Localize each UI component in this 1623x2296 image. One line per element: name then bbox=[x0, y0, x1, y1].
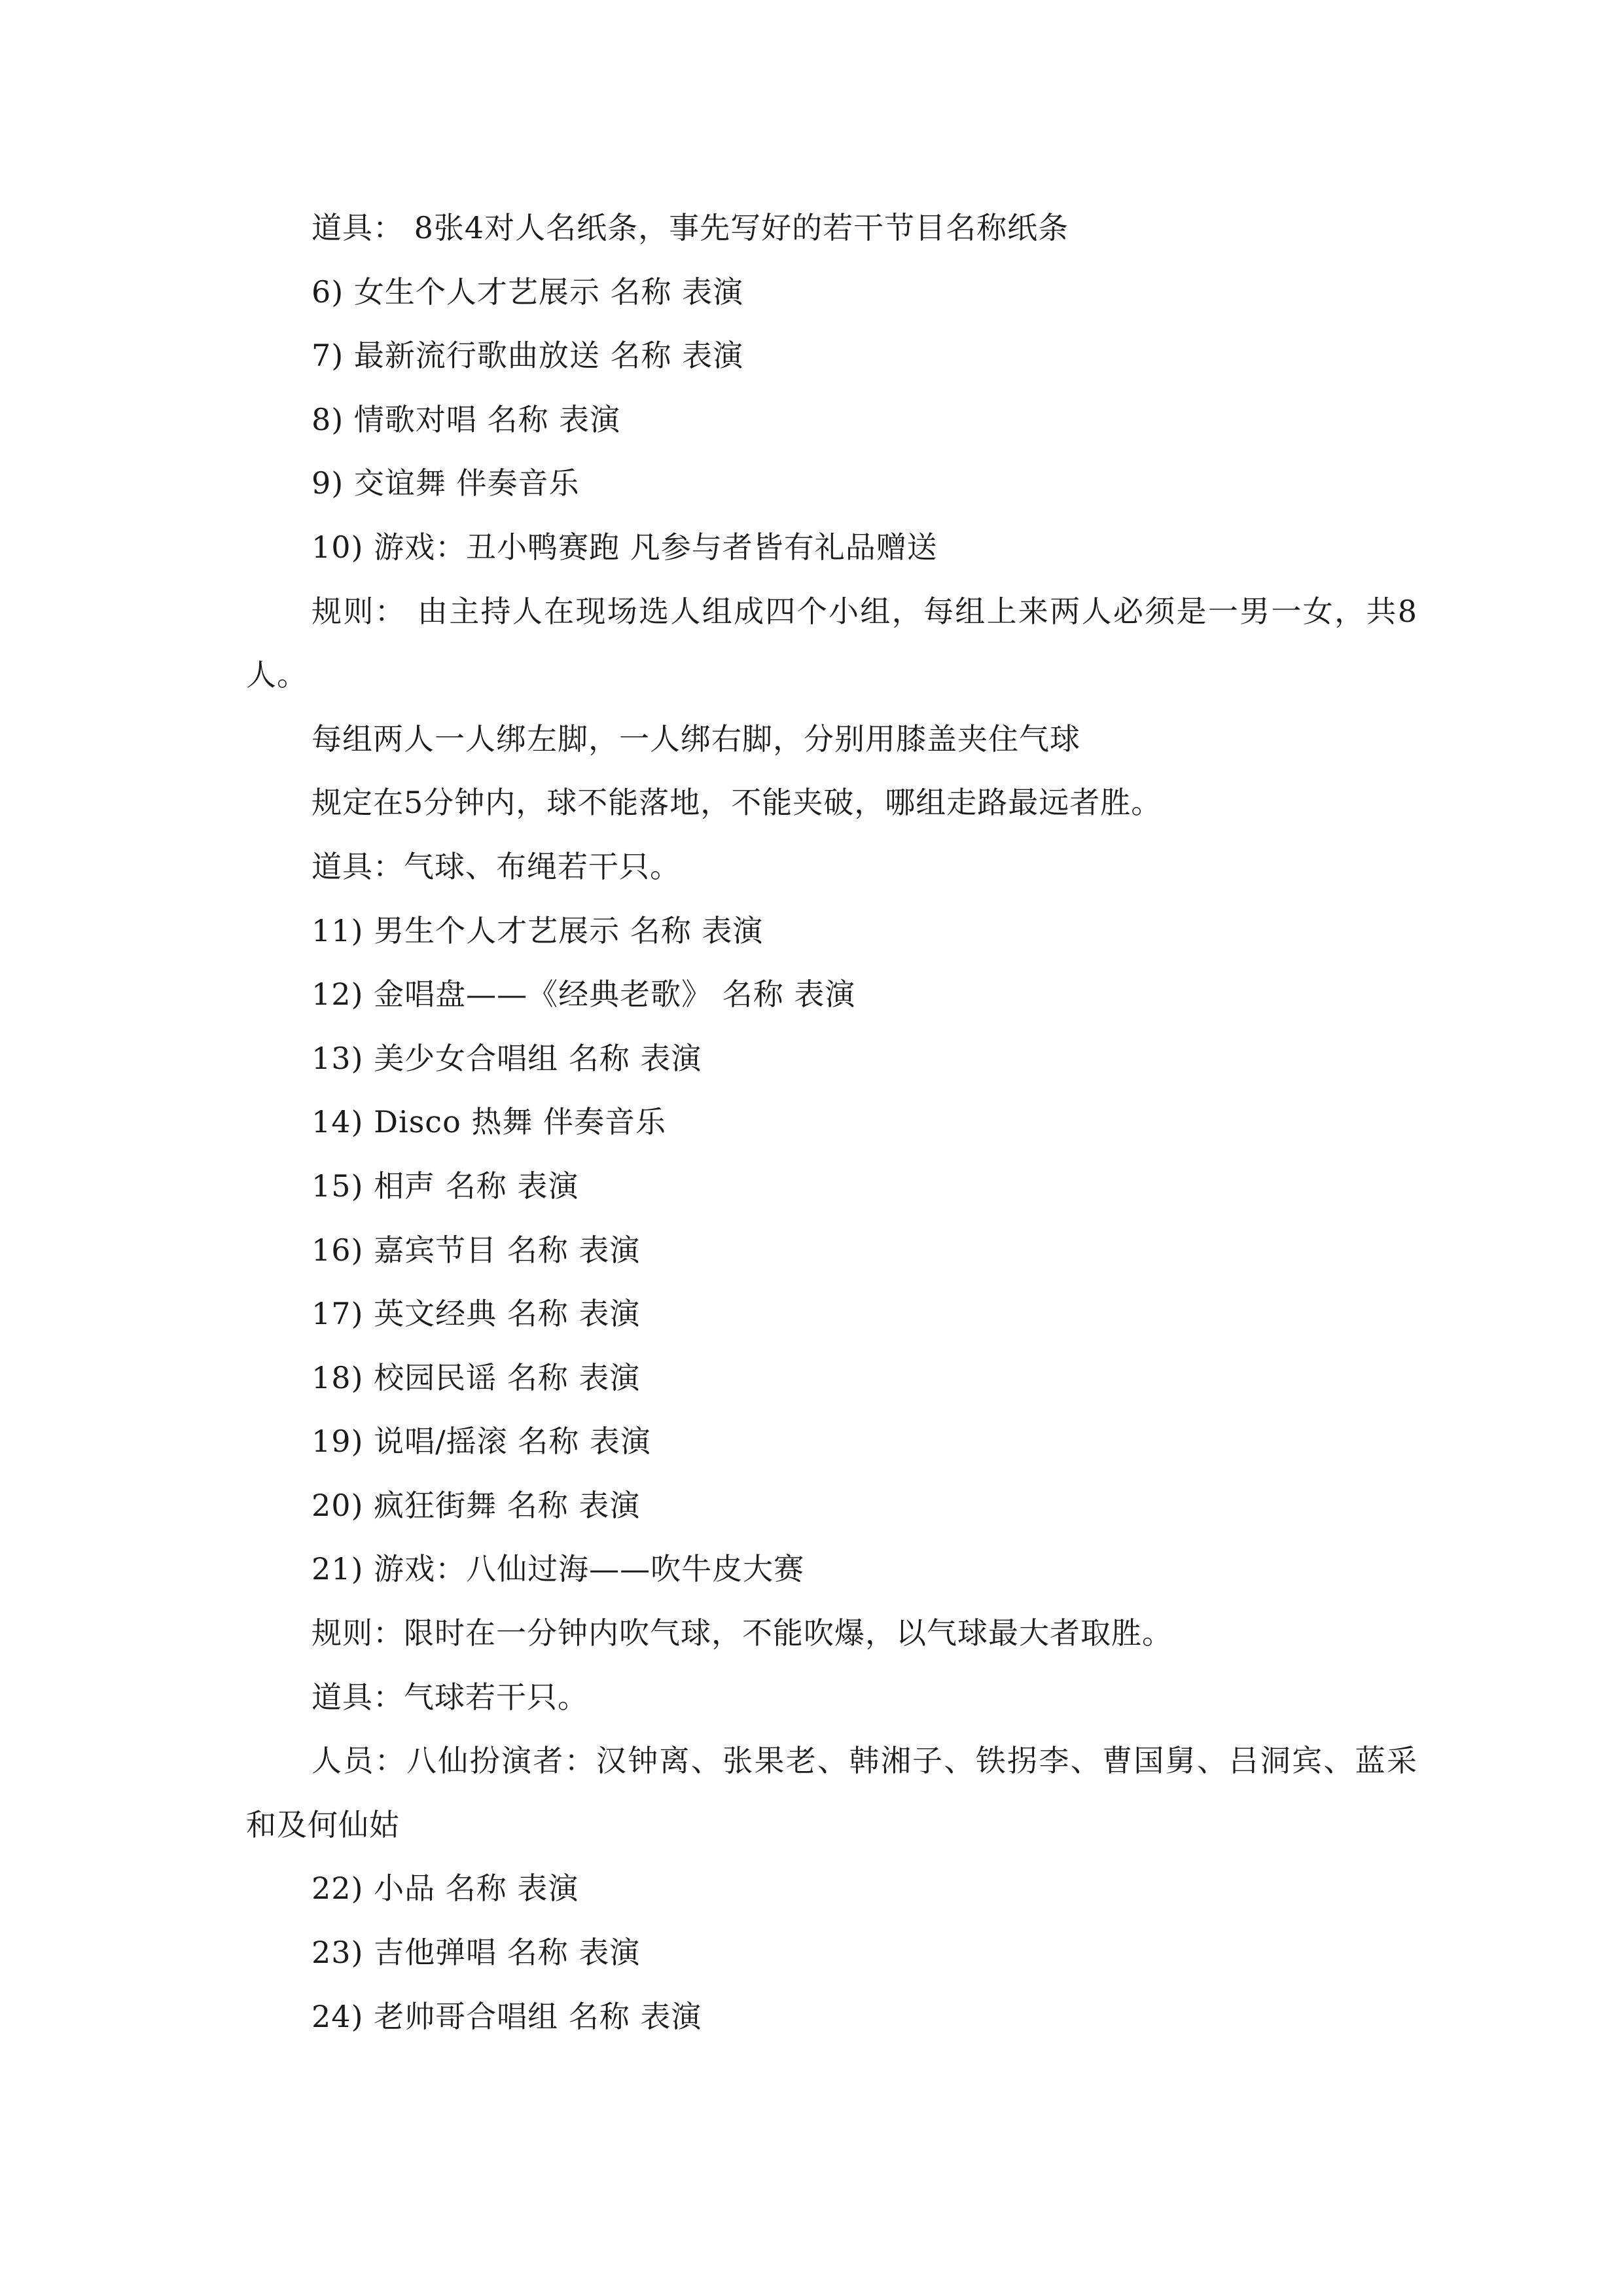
program-item-21: 21) 游戏：八仙过海——吹牛皮大赛 bbox=[312, 1551, 805, 1587]
program-item-10: 10) 游戏：丑小鸭赛跑 凡参与者皆有礼品赠送 bbox=[312, 529, 938, 565]
cast-paragraph: 人员：八仙扮演者：汉钟离、张果老、韩湘子、铁拐李、曹国舅、吕洞宾、蓝采和及何仙姑 bbox=[246, 1743, 1418, 1842]
document-body bbox=[246, 196, 1418, 2049]
rules-line-2: 每组两人一人绑左脚，一人绑右脚，分别用膝盖夹住气球 bbox=[312, 721, 1080, 757]
program-item-19: 19) 说唱/摇滚 名称 表演 bbox=[312, 1424, 651, 1460]
rules-line-4: 规则：限时在一分钟内吹气球，不能吹爆，以气球最大者取胜。 bbox=[312, 1615, 1173, 1651]
program-item-24: 24) 老帅哥合唱组 名称 表演 bbox=[312, 1998, 702, 2034]
program-item-23: 23) 吉他弹唱 名称 表演 bbox=[312, 1935, 641, 1971]
props-line-2: 道具：气球、布绳若干只。 bbox=[312, 848, 681, 884]
program-item-15: 15) 相声 名称 表演 bbox=[312, 1168, 579, 1204]
program-item-8: 8) 情歌对唱 名称 表演 bbox=[312, 401, 621, 437]
program-item-20: 20) 疯狂街舞 名称 表演 bbox=[312, 1487, 641, 1523]
props-line-3: 道具：气球若干只。 bbox=[312, 1679, 588, 1715]
program-item-11: 11) 男生个人才艺展示 名称 表演 bbox=[312, 912, 764, 948]
program-item-6: 6) 女生个人才艺展示 名称 表演 bbox=[312, 274, 744, 310]
program-item-16: 16) 嘉宾节目 名称 表演 bbox=[312, 1232, 641, 1268]
rules-line-3: 规定在5分钟内，球不能落地，不能夹破，哪组走路最远者胜。 bbox=[312, 785, 1162, 821]
program-item-18: 18) 校园民谣 名称 表演 bbox=[312, 1359, 641, 1395]
program-item-7: 7) 最新流行歌曲放送 名称 表演 bbox=[312, 338, 744, 374]
program-item-13: 13) 美少女合唱组 名称 表演 bbox=[312, 1040, 702, 1076]
program-item-9: 9) 交谊舞 伴奏音乐 bbox=[312, 465, 580, 501]
program-item-17: 17) 英文经典 名称 表演 bbox=[312, 1296, 641, 1332]
program-item-12: 12) 金唱盘——《经典老歌》 名称 表演 bbox=[312, 977, 856, 1013]
rules-paragraph-1: 规则： 由主持人在现场选人组成四个小组，每组上来两人必须是一男一女，共8人。 bbox=[246, 593, 1418, 693]
props-line-1: 道具： 8张4对人名纸条，事先写好的若干节目名称纸条 bbox=[312, 210, 1069, 245]
program-item-14: 14) Disco 热舞 伴奏音乐 bbox=[312, 1104, 667, 1140]
program-item-22: 22) 小品 名称 表演 bbox=[312, 1871, 579, 1907]
